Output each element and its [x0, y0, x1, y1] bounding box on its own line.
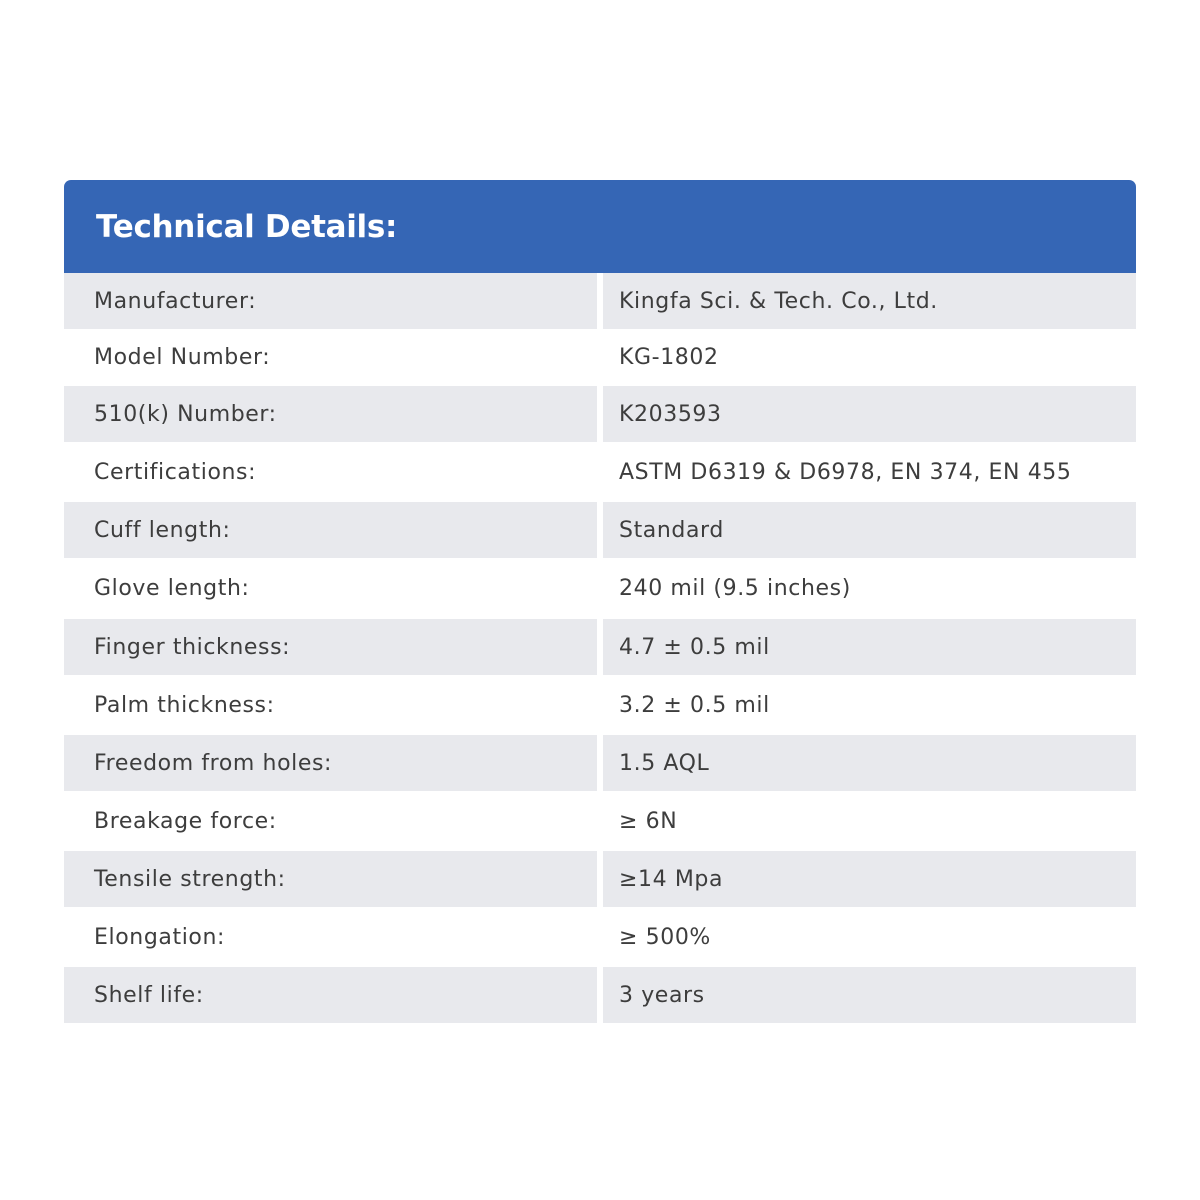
spec-label: Palm thickness: — [94, 692, 275, 718]
spec-row-manufacturer — [64, 273, 1136, 329]
spec-value: ≥14 Mpa — [603, 851, 1136, 907]
spec-label: Glove length: — [94, 576, 250, 601]
spec-value: KG-1802 — [619, 345, 719, 370]
technical-details-header — [64, 180, 1136, 273]
spec-label: Cuff length: — [64, 502, 597, 558]
spec-value: ASTM D6319 & D6978, EN 374, EN 455 — [619, 459, 1072, 485]
technical-details-title: Technical Details: — [96, 208, 398, 245]
spec-label: Tensile strength: — [64, 851, 597, 907]
spec-value: 4.7 ± 0.5 mil — [603, 619, 1136, 675]
spec-row-shelf-life — [64, 967, 1136, 1023]
spec-value: 1.5 AQL — [603, 735, 1136, 791]
spec-row-freedom-from-holes — [64, 735, 1136, 791]
spec-row-cuff-length — [64, 502, 1136, 558]
spec-value: K203593 — [603, 386, 1136, 442]
spec-value: 3.2 ± 0.5 mil — [619, 692, 770, 718]
spec-row-elongation — [64, 907, 1136, 967]
spec-label: Shelf life: — [64, 967, 597, 1023]
spec-row-finger-thickness — [64, 619, 1136, 675]
spec-label: Certifications: — [94, 459, 257, 485]
spec-label: Finger thickness: — [64, 619, 597, 675]
technical-details-card — [64, 180, 1136, 1023]
spec-label: Freedom from holes: — [64, 735, 597, 791]
spec-row-palm-thickness — [64, 675, 1136, 735]
spec-label: Elongation: — [94, 924, 226, 950]
spec-label: Breakage force: — [94, 808, 277, 834]
spec-row-glove-length — [64, 558, 1136, 619]
spec-value: Kingfa Sci. & Tech. Co., Ltd. — [603, 273, 1136, 329]
spec-row-certifications — [64, 442, 1136, 502]
spec-label: Manufacturer: — [64, 273, 597, 329]
spec-value: ≥ 6N — [619, 808, 678, 834]
spec-label: 510(k) Number: — [64, 386, 597, 442]
spec-value: Standard — [603, 502, 1136, 558]
spec-value: 3 years — [603, 967, 1136, 1023]
spec-row-tensile-strength — [64, 851, 1136, 907]
spec-label: Model Number: — [94, 345, 271, 370]
spec-row-model-number — [64, 329, 1136, 386]
spec-value: ≥ 500% — [619, 924, 711, 950]
spec-value: 240 mil (9.5 inches) — [619, 576, 851, 601]
spec-row-510k-number — [64, 386, 1136, 442]
spec-row-breakage-force — [64, 791, 1136, 851]
